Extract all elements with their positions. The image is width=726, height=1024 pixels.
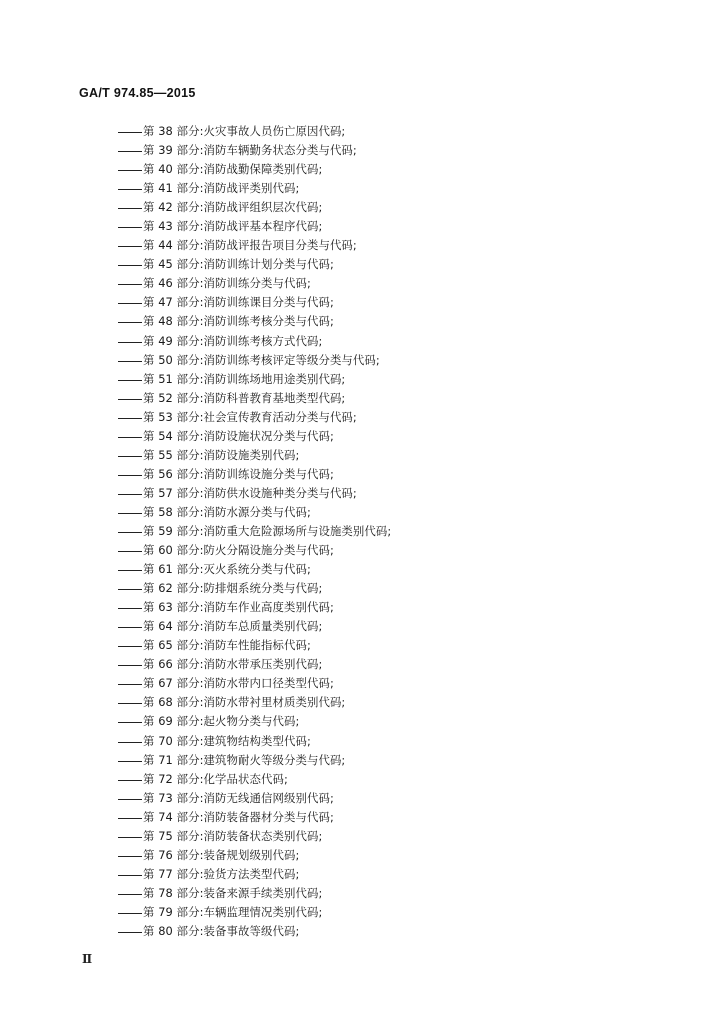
list-item-text: 第 80 部分:装备事故等级代码;	[143, 923, 300, 938]
list-item-text: 第 58 部分:消防水源分类与代码;	[143, 504, 311, 519]
em-dash-marker	[118, 665, 142, 666]
list-item-text: 第 40 部分:消防战勤保障类别代码;	[143, 162, 323, 177]
list-item-text: 第 65 部分:消防车性能指标代码;	[143, 638, 311, 653]
list-item-text: 第 56 部分:消防训练设施分类与代码;	[143, 466, 334, 481]
em-dash-marker	[118, 513, 142, 514]
list-item-text: 第 43 部分:消防战评基本程序代码;	[143, 219, 323, 234]
em-dash-marker	[118, 799, 142, 800]
list-item	[118, 236, 391, 255]
list-item	[118, 789, 391, 808]
em-dash-marker	[118, 684, 142, 685]
list-item	[118, 903, 391, 922]
em-dash-marker	[118, 265, 142, 266]
list-item-text: 第 73 部分:消防无线通信网级别代码;	[143, 790, 334, 805]
em-dash-marker	[118, 456, 142, 457]
list-item-text: 第 47 部分:消防训练课目分类与代码;	[143, 295, 334, 310]
list-item	[118, 636, 391, 655]
list-item-text: 第 46 部分:消防训练分类与代码;	[143, 276, 311, 291]
list-item	[118, 255, 391, 274]
em-dash-marker	[118, 608, 142, 609]
list-item	[118, 732, 391, 751]
list-item-text: 第 60 部分:防火分隔设施分类与代码;	[143, 543, 334, 558]
list-item-text: 第 49 部分:消防训练考核方式代码;	[143, 333, 323, 348]
list-item	[118, 312, 391, 331]
list-item	[118, 655, 391, 674]
list-item-text: 第 74 部分:消防装备器材分类与代码;	[143, 809, 334, 824]
list-item	[118, 351, 391, 370]
list-item	[118, 160, 391, 179]
list-item	[118, 198, 391, 217]
em-dash-marker	[118, 722, 142, 723]
em-dash-marker	[118, 894, 142, 895]
list-item-text: 第 70 部分:建筑物结构类型代码;	[143, 733, 311, 748]
list-item-text: 第 55 部分:消防设施类别代码;	[143, 447, 300, 462]
em-dash-marker	[118, 837, 142, 838]
em-dash-marker	[118, 399, 142, 400]
list-item-text: 第 57 部分:消防供水设施种类分类与代码;	[143, 485, 357, 500]
list-item-text: 第 42 部分:消防战评组织层次代码;	[143, 200, 323, 215]
list-item	[118, 217, 391, 236]
list-item	[118, 332, 391, 351]
em-dash-marker	[118, 227, 142, 228]
list-item	[118, 693, 391, 712]
em-dash-marker	[118, 856, 142, 857]
page-number: Ⅱ	[82, 952, 93, 966]
list-item	[118, 751, 391, 770]
list-item	[118, 427, 391, 446]
em-dash-marker	[118, 742, 142, 743]
list-item	[118, 179, 391, 198]
list-item	[118, 446, 391, 465]
em-dash-marker	[118, 151, 142, 152]
list-item	[118, 370, 391, 389]
list-item	[118, 617, 391, 636]
list-item	[118, 503, 391, 522]
list-item	[118, 484, 391, 503]
list-item-text: 第 79 部分:车辆监理情况类别代码;	[143, 904, 323, 919]
em-dash-marker	[118, 780, 142, 781]
em-dash-marker	[118, 551, 142, 552]
list-item	[118, 808, 391, 827]
em-dash-marker	[118, 361, 142, 362]
list-item	[118, 770, 391, 789]
list-item-text: 第 66 部分:消防水带承压类别代码;	[143, 657, 323, 672]
em-dash-marker	[118, 342, 142, 343]
standard-code-header: GA/T 974.85—2015	[79, 86, 196, 100]
list-item	[118, 865, 391, 884]
em-dash-marker	[118, 570, 142, 571]
em-dash-marker	[118, 380, 142, 381]
list-item-text: 第 54 部分:消防设施状况分类与代码;	[143, 428, 334, 443]
list-item-text: 第 59 部分:消防重大危险源场所与设施类别代码;	[143, 523, 392, 538]
em-dash-marker	[118, 703, 142, 704]
list-item-text: 第 71 部分:建筑物耐火等级分类与代码;	[143, 752, 346, 767]
list-item	[118, 293, 391, 312]
em-dash-marker	[118, 913, 142, 914]
list-item-text: 第 64 部分:消防车总质量类别代码;	[143, 619, 323, 634]
list-item	[118, 465, 391, 484]
em-dash-marker	[118, 189, 142, 190]
em-dash-marker	[118, 875, 142, 876]
list-item-text: 第 39 部分:消防车辆勤务状态分类与代码;	[143, 143, 357, 158]
list-item-text: 第 53 部分:社会宣传教育活动分类与代码;	[143, 409, 357, 424]
list-item	[118, 274, 391, 293]
list-item-text: 第 50 部分:消防训练考核评定等级分类与代码;	[143, 352, 380, 367]
list-item-text: 第 68 部分:消防水带衬里材质类别代码;	[143, 695, 346, 710]
list-item	[118, 884, 391, 903]
list-item-text: 第 48 部分:消防训练考核分类与代码;	[143, 314, 334, 329]
list-item	[118, 141, 391, 160]
list-item	[118, 408, 391, 427]
em-dash-marker	[118, 818, 142, 819]
list-item-text: 第 67 部分:消防水带内口径类型代码;	[143, 676, 334, 691]
list-item	[118, 712, 391, 731]
list-item-text: 第 78 部分:装备来源手续类别代码;	[143, 885, 323, 900]
list-item	[118, 522, 391, 541]
em-dash-marker	[118, 532, 142, 533]
list-item-text: 第 38 部分:火灾事故人员伤亡原因代码;	[143, 124, 346, 138]
list-item	[118, 579, 391, 598]
list-item-text: 第 72 部分:化学品状态代码;	[143, 771, 288, 786]
list-item-text: 第 76 部分:装备规划级别代码;	[143, 847, 300, 862]
list-item-text: 第 63 部分:消防车作业高度类别代码;	[143, 600, 334, 615]
list-item	[118, 846, 391, 865]
list-item-text: 第 77 部分:验货方法类型代码;	[143, 866, 300, 881]
em-dash-marker	[118, 932, 142, 933]
list-item	[118, 674, 391, 693]
list-item-text: 第 61 部分:灭火系统分类与代码;	[143, 562, 311, 577]
list-item	[118, 560, 391, 579]
em-dash-marker	[118, 208, 142, 209]
list-item	[118, 541, 391, 560]
em-dash-marker	[118, 284, 142, 285]
parts-list	[118, 122, 391, 941]
list-item-text: 第 45 部分:消防训练计划分类与代码;	[143, 257, 334, 272]
em-dash-marker	[118, 132, 142, 133]
em-dash-marker	[118, 475, 142, 476]
em-dash-marker	[118, 246, 142, 247]
em-dash-marker	[118, 303, 142, 304]
list-item-text: 第 44 部分:消防战评报告项目分类与代码;	[143, 238, 357, 253]
list-item	[118, 598, 391, 617]
list-item	[118, 389, 391, 408]
list-item	[118, 922, 391, 941]
em-dash-marker	[118, 646, 142, 647]
em-dash-marker	[118, 589, 142, 590]
em-dash-marker	[118, 170, 142, 171]
em-dash-marker	[118, 627, 142, 628]
em-dash-marker	[118, 418, 142, 419]
list-item-text: 第 51 部分:消防训练场地用途类别代码;	[143, 371, 346, 386]
list-item-text: 第 69 部分:起火物分类与代码;	[143, 714, 300, 729]
em-dash-marker	[118, 761, 142, 762]
list-item	[118, 122, 391, 141]
em-dash-marker	[118, 494, 142, 495]
list-item-text: 第 41 部分:消防战评类别代码;	[143, 181, 300, 196]
list-item-text: 第 75 部分:消防装备状态类别代码;	[143, 828, 323, 843]
list-item	[118, 827, 391, 846]
em-dash-marker	[118, 322, 142, 323]
em-dash-marker	[118, 437, 142, 438]
list-item-text: 第 62 部分:防排烟系统分类与代码;	[143, 581, 323, 596]
list-item-text: 第 52 部分:消防科普教育基地类型代码;	[143, 390, 346, 405]
